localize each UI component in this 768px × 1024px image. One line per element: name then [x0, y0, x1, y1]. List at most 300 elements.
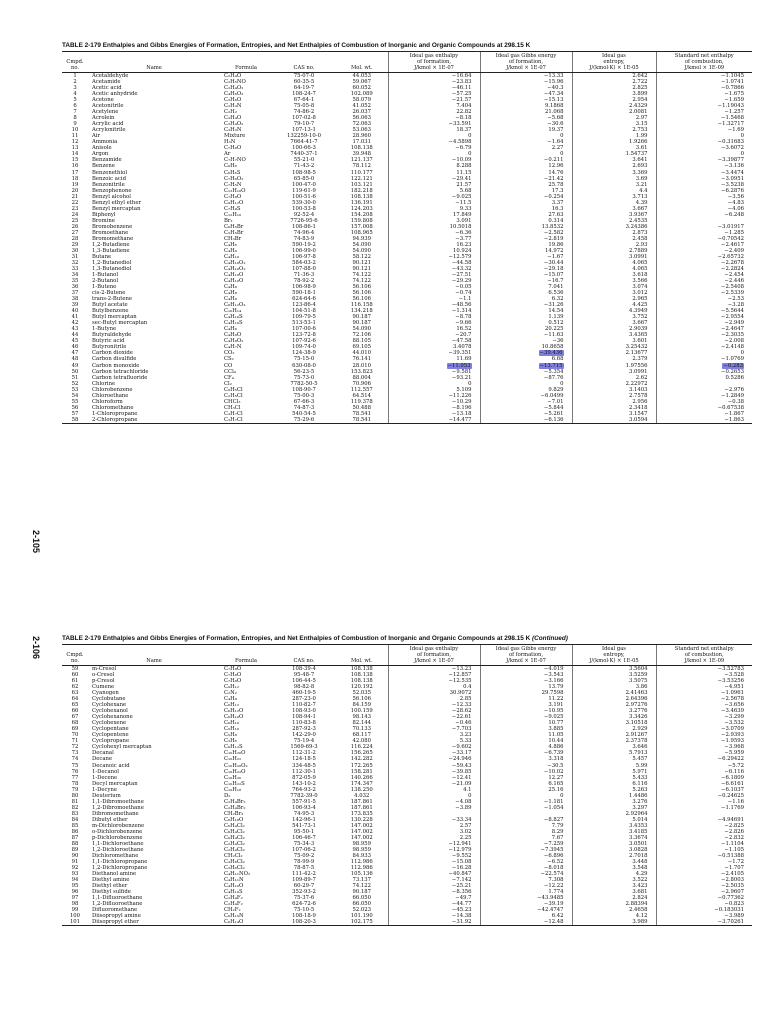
cell-molwt: 54.090	[352, 241, 372, 248]
cell-entropy: 2.7018	[572, 853, 656, 859]
cell-molwt: 41.052	[352, 103, 372, 110]
cell-enthalpy: −12.979	[388, 847, 480, 853]
cell-entropy: 2.4329	[572, 103, 656, 109]
cell-combustion: 0.5286	[656, 375, 752, 381]
cell-entropy: 3.10518	[572, 720, 656, 726]
cell-entropy: 3.899	[572, 91, 656, 97]
cell-enthalpy: 8.288	[388, 163, 480, 169]
cell-enthalpy: 22.82	[388, 109, 480, 115]
cell-cmpd-no: 67	[71, 714, 79, 721]
cell-cas: 287-23-0	[292, 696, 316, 703]
cell-combustion: −2.446	[656, 278, 752, 284]
cell-combustion: −6.29422	[656, 756, 752, 762]
cell-combustion: −2.949	[656, 320, 752, 326]
cell-name: Benzyl alcohol	[92, 193, 131, 200]
cell-cas: 142-96-1	[292, 816, 316, 823]
cell-formula: C₇H₈O	[224, 678, 242, 685]
cell-combustion: −2.9393	[656, 732, 752, 738]
cell-cmpd-no: 96	[71, 889, 79, 896]
cell-cmpd-no: 16	[71, 163, 79, 170]
cell-name: 1,2-Dibromoethane	[92, 804, 144, 811]
cell-cmpd-no: 64	[71, 696, 79, 703]
cell-entropy: 3.667	[572, 206, 656, 212]
cell-combustion: −6.248	[656, 212, 752, 218]
cell-gibbs: −10.95	[480, 708, 572, 714]
cell-combustion: −2.4647	[656, 326, 752, 332]
cell-formula: C₆H₆S	[224, 169, 241, 176]
cell-combustion: −2.825	[656, 823, 752, 829]
cell-molwt: 44.053	[352, 73, 372, 79]
cell-cas: 108-18-9	[292, 913, 316, 920]
cell-name: Chlorobenzene	[92, 386, 133, 393]
cell-cmpd-no: 4	[73, 91, 77, 98]
cell-molwt: 42.080	[352, 738, 372, 745]
cell-name: Carbon tetrafluoride	[92, 374, 148, 381]
cell-molwt: 4.032	[354, 792, 370, 799]
cell-name: Decyl mercaptan	[92, 780, 138, 787]
cell-gibbs: −1.67	[480, 254, 572, 260]
cell-cas: 75-73-0	[293, 374, 315, 381]
cell-entropy: 3.24386	[572, 224, 656, 230]
cell-enthalpy: 0	[388, 381, 480, 387]
cell-gibbs: −9.025	[480, 714, 572, 720]
cell-cas: 75-09-2	[293, 852, 315, 859]
cell-name: Dibromomethane	[92, 810, 139, 817]
cell-name: Bromobenzene	[92, 223, 133, 230]
cell-combustion: −2.5678	[656, 696, 752, 702]
cell-entropy: 2.93	[572, 242, 656, 248]
cell-entropy: 1.54737	[572, 151, 656, 157]
cell-cmpd-no: 62	[71, 684, 79, 691]
cell-molwt: 66.050	[352, 901, 372, 908]
cell-enthalpy: −9.66	[388, 320, 480, 326]
cell-cmpd-no: 8	[73, 115, 77, 122]
cell-combustion: −1.5468	[656, 115, 752, 121]
cell-entropy: 2.824	[572, 895, 656, 901]
cell-formula: C₄H₈	[224, 290, 237, 297]
cell-combustion: −4.951	[656, 684, 752, 690]
cell-cas: 56-23-5	[293, 368, 315, 375]
cell-enthalpy: 2.25	[388, 835, 480, 841]
cell-formula: CH₂F₂	[224, 907, 241, 914]
cell-molwt: 56.106	[352, 296, 372, 303]
cell-entropy: 5.263	[572, 787, 656, 793]
cell-molwt: 88.105	[352, 338, 372, 345]
cell-name: Cyanogen	[92, 690, 119, 697]
cell-molwt: 112.557	[350, 386, 373, 393]
cell-name: Bromomethane	[92, 235, 134, 242]
cell-cas: 460-19-5	[292, 690, 316, 697]
cell-cmpd-no: 76	[71, 768, 79, 775]
cell-combustion: 0	[656, 151, 752, 157]
cell-molwt: 98.959	[352, 840, 372, 847]
cell-cas: 75-29-6	[272, 417, 336, 424]
cell-molwt: 153.823	[350, 368, 373, 375]
cell-enthalpy: 11.15	[388, 170, 480, 176]
cell-formula: C₈H₁₈O	[224, 816, 244, 823]
cell-formula: C₃H₄O	[224, 115, 242, 122]
cell-cas: 75-19-4	[293, 738, 315, 745]
cell-cmpd-no: 25	[71, 217, 79, 224]
cell-enthalpy: 18.37	[388, 127, 480, 133]
cell-gibbs: −6.896	[480, 853, 572, 859]
cell-gibbs: 14.54	[480, 308, 572, 314]
cell-formula: C₇H₈S	[224, 205, 241, 212]
cell-name: Benzenethiol	[92, 169, 128, 176]
cell-cmpd-no: 99	[71, 907, 79, 914]
cell-formula: C₃H₄O₂	[224, 121, 244, 128]
cell-combustion: −3.0951	[656, 176, 752, 182]
cell-gibbs: 17.3	[480, 188, 572, 194]
cell-enthalpy: −33.34	[388, 817, 480, 823]
cell-entropy: 3.5075	[572, 678, 656, 684]
cell-cas: 108-20-3	[272, 919, 336, 926]
cell-enthalpy: −29.41	[388, 176, 480, 182]
data-table	[62, 644, 752, 926]
cell-gibbs: 0.314	[480, 218, 572, 224]
cell-molwt: 156.265	[350, 750, 373, 757]
cell-formula: C₆H₄Cl₂	[224, 828, 245, 835]
cell-molwt: 17.031	[352, 139, 372, 146]
header-formula: Formula	[220, 645, 272, 666]
cell-combustion: −3.989	[656, 913, 752, 919]
cell-enthalpy: −20.7	[388, 332, 480, 338]
cell-enthalpy: −44.58	[388, 260, 480, 266]
cell-cmpd-no: 31	[71, 253, 79, 260]
cell-combustion: −1.863	[656, 417, 752, 424]
cell-formula: C₂H₂	[224, 109, 237, 116]
cell-cas: 95-48-7	[293, 672, 315, 679]
cell-formula: C₂H₄F₂	[224, 895, 243, 902]
cell-name: Carbon tetrachloride	[92, 368, 149, 375]
data-table	[62, 51, 752, 424]
cell-enthalpy: −49.7	[388, 895, 480, 901]
highlighted-value: −11.053	[447, 362, 471, 369]
cell-gibbs: −30.6	[480, 121, 572, 127]
cell-gibbs: 1.774	[480, 889, 572, 895]
cell-cmpd-no: 24	[71, 211, 79, 218]
cell-cmpd-no: 77	[71, 774, 79, 781]
cell-cas: 106-93-4	[292, 804, 316, 811]
cell-entropy: 3.5259	[572, 672, 656, 678]
cell-cmpd-no: 66	[71, 708, 79, 715]
cell-entropy: 3.989	[572, 919, 656, 926]
cell-molwt: 147.002	[350, 822, 373, 829]
cell-enthalpy: −39.351	[388, 350, 480, 356]
cell-gibbs: −15.13	[480, 97, 572, 103]
cell-enthalpy: −46.11	[388, 85, 480, 91]
cell-cmpd-no: 88	[71, 840, 79, 847]
cell-entropy: 3.641	[572, 157, 656, 163]
cell-gibbs: 12.96	[480, 163, 572, 169]
cell-cmpd-no: 15	[71, 157, 79, 164]
cell-entropy: 2.0081	[572, 109, 656, 115]
cell-formula: C₆H₁₂	[224, 702, 240, 709]
cell-formula: CH₂Cl₂	[224, 852, 243, 859]
cell-cas: 108-90-7	[292, 386, 316, 393]
cell-molwt: 124.203	[350, 205, 373, 212]
cell-cmpd-no: 79	[71, 786, 79, 793]
cell-name: 2-Chloropropane	[88, 417, 220, 424]
cell-enthalpy: −43.32	[388, 266, 480, 272]
cell-entropy: 2.954	[572, 97, 656, 103]
cell-enthalpy: −48.56	[388, 302, 480, 308]
cell-combustion: −2.008	[656, 338, 752, 344]
cell-molwt: 54.090	[352, 326, 372, 333]
cell-cmpd-no: 10	[71, 127, 79, 134]
cell-enthalpy: −33.17	[388, 750, 480, 756]
cell-cas: 109-79-5	[292, 314, 316, 321]
header-molwt: Mol. wt.	[336, 52, 388, 73]
cell-entropy: 2.3418	[572, 405, 656, 411]
cell-combustion: −3.4639	[656, 708, 752, 714]
cell-cmpd-no: 86	[71, 828, 79, 835]
cell-cmpd-no: 22	[71, 199, 79, 206]
cell-name: Benzophenone	[92, 187, 132, 194]
cell-entropy: 3.1403	[572, 387, 656, 393]
cell-formula: C₂H₄Cl₂	[224, 840, 245, 847]
cell-formula: C₂H₅Br	[224, 229, 244, 236]
cell-cas: 106-97-8	[292, 253, 316, 260]
table-row	[62, 919, 752, 926]
cell-entropy: 3.618	[572, 272, 656, 278]
cell-combustion: −0.2653	[656, 369, 752, 375]
cell-enthalpy: −40.847	[388, 871, 480, 877]
cell-cas: 624-64-6	[292, 296, 316, 303]
table-title	[62, 635, 752, 642]
cell-combustion: −1.1045	[656, 73, 752, 80]
cell-combustion: −2.454	[656, 272, 752, 278]
cell-cas: 65-85-0	[293, 175, 315, 182]
table-title	[62, 42, 752, 49]
cell-entropy: 5.457	[572, 756, 656, 762]
cell-gibbs: 3.318	[480, 756, 572, 762]
cell-formula: CO	[224, 362, 233, 369]
cell-cmpd-no: 73	[71, 750, 79, 757]
cell-formula: C₁₀H₂₀O₂	[224, 762, 248, 769]
cell-cas: 92-52-4	[293, 211, 315, 218]
cell-cas: 107-00-6	[292, 326, 316, 333]
cell-entropy: 4.29	[572, 871, 656, 877]
cell-cas: 78-99-9	[293, 859, 315, 865]
cell-name: Benzonitrile	[92, 181, 125, 188]
cell-gibbs: 11.22	[480, 696, 572, 702]
cell-molwt: 39.948	[352, 151, 372, 158]
cell-gibbs: −0.211	[480, 157, 572, 163]
cell-name: Butyl acetate	[92, 302, 128, 309]
cell-cmpd-no: 59	[71, 666, 79, 672]
cell-cmpd-no: 53	[71, 386, 79, 393]
cell-name: Difluoromethane	[92, 907, 138, 914]
cell-gibbs: 29.7598	[480, 690, 572, 696]
cell-entropy: 4.3949	[572, 308, 656, 314]
cell-cas: 74-95-3	[293, 810, 315, 817]
cell-molwt: 105.136	[350, 871, 373, 878]
cell-cmpd-no: 47	[71, 350, 79, 357]
cell-combustion: −2.9607	[656, 889, 752, 895]
cell-combustion: −0.51388	[656, 853, 752, 859]
cell-cas: 71-36-3	[293, 272, 315, 279]
cell-cas: 108-98-5	[292, 169, 316, 176]
cell-gibbs: −43.9485	[480, 895, 572, 901]
cell-molwt: 102.175	[336, 919, 388, 926]
cell-molwt: 50.488	[352, 404, 372, 411]
cell-molwt: 53.063	[352, 127, 372, 134]
cell-formula: C₂H₃N	[224, 103, 242, 110]
cell-name: Diethyl ether	[92, 883, 128, 890]
cell-combustion: −5.5644	[656, 308, 752, 314]
cell-gibbs: 19.86	[480, 242, 572, 248]
cell-name: 1,2-Butanediol	[92, 259, 132, 266]
cell-cas: 143-10-2	[292, 780, 316, 787]
cell-cmpd-no: 13	[71, 145, 79, 152]
cell-formula: C₇H₆O₂	[224, 175, 244, 182]
cell-formula: C₁₀H₂₂S	[224, 780, 245, 787]
cell-combustion: −6.2876	[656, 188, 752, 194]
cell-cmpd-no: 90	[71, 852, 79, 859]
cell-combustion: −1.69	[656, 127, 752, 133]
cell-gibbs: −47.34	[480, 91, 572, 97]
cell-cas: 1569-69-3	[290, 744, 318, 751]
header-name: Name	[88, 645, 220, 666]
cell-formula: C₆H₁₂O	[224, 708, 244, 715]
cell-enthalpy: −39.85	[388, 769, 480, 775]
cell-gibbs: 7.79	[480, 823, 572, 829]
cell-cas: 107-88-0	[292, 266, 316, 272]
cell-combustion: −0.7866	[656, 85, 752, 91]
page-number: 2-106	[31, 636, 41, 660]
cell-molwt: 108.138	[350, 145, 373, 152]
cell-entropy: 3.074	[572, 284, 656, 290]
header-molwt: Mol. wt.	[336, 645, 388, 666]
cell-combustion: −1.105	[656, 847, 752, 853]
cell-entropy: 3.86	[572, 684, 656, 690]
cell-cmpd-no: 80	[71, 792, 79, 799]
cell-cas: 79-10-7	[293, 121, 315, 128]
cell-molwt: 110.177	[350, 169, 373, 176]
cell-enthalpy: −10.09	[388, 157, 480, 163]
cell-molwt: 72.106	[352, 332, 372, 339]
cell-gibbs: 9.1868	[480, 103, 572, 109]
header-entropy: Ideal gas entropy, J/(kmol·K) × 1E-05	[572, 645, 656, 666]
cell-gibbs: −36	[480, 338, 572, 344]
cell-cmpd-no: 68	[71, 720, 79, 727]
cell-combustion: −6.6161	[656, 781, 752, 787]
cell-molwt: 90.187	[352, 314, 372, 321]
cell-entropy: 1.99	[572, 133, 656, 139]
cell-molwt: 68.117	[352, 732, 372, 739]
cell-enthalpy: 5.68	[388, 188, 480, 194]
cell-formula: C₂H₅Cl	[224, 392, 243, 399]
cell-formula: C₄H₁₀O	[224, 278, 244, 285]
cell-molwt: 74.122	[352, 883, 372, 890]
cell-enthalpy: −16.64	[388, 73, 480, 80]
cell-formula: CHCl₃	[224, 398, 241, 405]
cell-cmpd-no: 46	[71, 344, 79, 351]
cell-entropy: 3.0594	[572, 417, 656, 424]
cell-combustion: −1.257	[656, 109, 752, 115]
cell-cmpd-no: 89	[71, 846, 79, 853]
cell-formula: C₆H₅Cl	[224, 386, 243, 393]
cell-gibbs: −1.64	[480, 139, 572, 145]
cell-molwt: 173.835	[350, 810, 373, 817]
cell-enthalpy: −16.28	[388, 865, 480, 871]
cell-combustion: −2.4617	[656, 242, 752, 248]
cell-molwt: 172.265	[350, 762, 373, 769]
cell-name: 1,3-Butanediol	[92, 266, 132, 272]
cell-combustion: −3.299	[656, 714, 752, 720]
cell-formula: C₇H₈O	[224, 193, 242, 200]
cell-molwt: 60.052	[352, 85, 372, 92]
cell-molwt: 28.010	[352, 362, 372, 369]
cell-cas: 75-07-0	[293, 73, 315, 79]
cell-combustion: −1.0741	[656, 79, 752, 85]
cell-molwt: 98.959	[352, 846, 372, 853]
cell-cas: 110-83-8	[292, 720, 316, 727]
cell-cas: 541-73-1	[292, 822, 316, 829]
cell-enthalpy: −12.535	[388, 678, 480, 684]
cell-enthalpy: −8.196	[388, 405, 480, 411]
cell-gibbs: 8.29	[480, 829, 572, 835]
cell-cmpd-no: 39	[71, 302, 79, 309]
cell-molwt: 90.187	[352, 320, 372, 327]
cell-entropy: 2.9039	[572, 326, 656, 332]
cell-entropy: 3.61	[572, 145, 656, 151]
cell-enthalpy: 2.57	[388, 823, 480, 829]
cell-entropy: 4.39	[572, 200, 656, 206]
cell-cmpd-no: 34	[71, 272, 79, 279]
cell-enthalpy: −0.05	[388, 284, 480, 290]
cell-formula: C₄H₈O₂	[224, 338, 244, 345]
cell-cas: 106-46-7	[292, 834, 316, 841]
cell-molwt: 64.514	[352, 392, 372, 399]
cell-enthalpy: 10.5018	[388, 224, 480, 230]
cell-gibbs: −10.02	[480, 769, 572, 775]
cell-formula: C₆H₁₀	[224, 720, 240, 727]
cell-name: cis-2-Butene	[92, 290, 126, 297]
cell-cas: 108-39-4	[292, 666, 316, 672]
cell-name: 2-Butanol	[92, 278, 119, 285]
cell-formula: C₇H₈O	[224, 672, 242, 679]
cell-name: Butyraldehyde	[92, 332, 132, 339]
header-entropy: Ideal gas entropy, J/(kmol·K) × 1E-05	[572, 52, 656, 73]
cell-cmpd-no: 63	[71, 690, 79, 697]
cell-cmpd-no: 51	[71, 374, 79, 381]
cell-enthalpy: 0	[388, 151, 480, 157]
cell-gibbs: −0.254	[480, 194, 572, 200]
cell-gibbs: 13.8532	[480, 224, 572, 230]
cell-entropy: 3.2776	[572, 708, 656, 714]
cell-entropy: 3.9367	[572, 212, 656, 218]
cell-molwt: 88.004	[352, 374, 372, 381]
cell-cas: 100-47-0	[292, 181, 316, 188]
cell-molwt: 101.190	[350, 913, 373, 920]
cell-molwt: 112.986	[350, 865, 373, 872]
cell-molwt: 116.158	[350, 302, 373, 309]
cell-gibbs: −8.827	[480, 817, 572, 823]
cell-cmpd-no: 58	[62, 417, 88, 424]
cell-cmpd-no: 12	[71, 139, 79, 146]
cell-cmpd-no: 54	[71, 392, 79, 399]
cell-gibbs: 1.139	[480, 314, 572, 320]
cell-enthalpy: 5.33	[388, 738, 480, 744]
cell-enthalpy: −8.356	[388, 889, 480, 895]
cell-cas: 764-93-2	[292, 786, 316, 793]
cell-enthalpy: −0.46	[388, 720, 480, 726]
cell-name: Acrylonitrile	[92, 127, 126, 134]
cell-enthalpy: −12.857	[388, 672, 480, 678]
cell-entropy: 1.4486	[572, 793, 656, 799]
